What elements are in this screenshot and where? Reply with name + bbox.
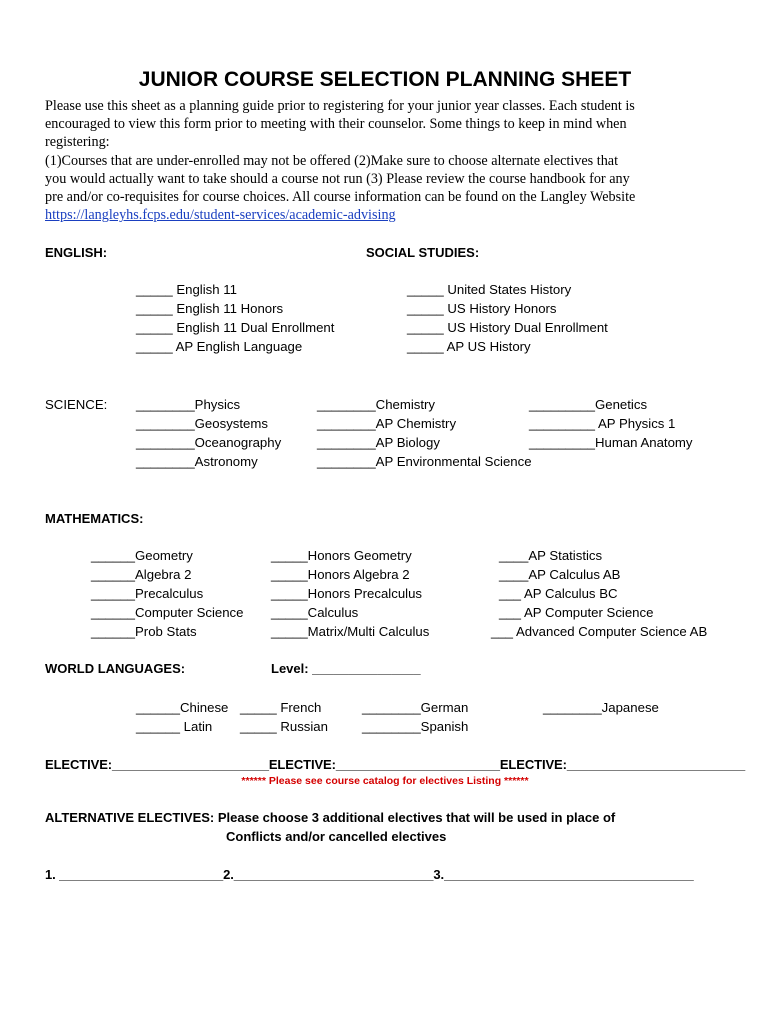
science-column-1 xyxy=(136,395,281,471)
language-option[interactable]: ______Chinese xyxy=(136,700,229,715)
intro-line: you would actually want to take should a course not run (3) Please review the course handbook for any xyxy=(45,170,630,187)
electives-note: ****** Please see course catalog for electives Listing ****** xyxy=(241,775,529,787)
english-course-option[interactable]: _____ English 11 Dual Enrollment xyxy=(136,320,335,335)
intro-line: encouraged to view this form prior to meeting with their counselor. Some things to keep in mind when xyxy=(45,116,627,133)
science-course-option[interactable]: ________AP Chemistry xyxy=(317,416,457,431)
math-course-option[interactable]: ______Computer Science xyxy=(91,605,244,620)
language-option[interactable]: _____ Russian xyxy=(240,719,328,734)
language-option[interactable]: ________Japanese xyxy=(543,700,659,715)
social-studies-course-option[interactable]: _____ US History Honors xyxy=(407,301,557,316)
language-option[interactable]: ________German xyxy=(362,700,469,715)
science-course-option[interactable]: ________Astronomy xyxy=(136,454,258,469)
math-course-option[interactable]: ______Precalculus xyxy=(91,586,204,601)
language-option[interactable]: ________Spanish xyxy=(362,719,469,734)
alternative-electives-instructions-cont: Conflicts and/or cancelled electives xyxy=(226,829,447,844)
alternative-elective-fields[interactable]: 1. _______________________2.____________________________3.___________________________________ xyxy=(45,867,694,882)
math-course-option[interactable]: _____Honors Algebra 2 xyxy=(271,567,410,582)
science-column-2 xyxy=(317,395,532,471)
social-studies-course-list xyxy=(407,280,608,356)
science-course-option[interactable]: _________Human Anatomy xyxy=(529,435,693,450)
math-column-1 xyxy=(91,546,244,641)
science-course-option[interactable]: ________Oceanography xyxy=(136,435,282,450)
math-column-3 xyxy=(491,546,707,641)
english-course-option[interactable]: _____ English 11 Honors xyxy=(136,301,284,316)
science-header: SCIENCE: xyxy=(45,397,108,412)
math-course-option[interactable]: _____Calculus xyxy=(271,605,359,620)
social-studies-course-option[interactable]: _____ AP US History xyxy=(407,339,531,354)
english-course-option[interactable]: _____ AP English Language xyxy=(136,339,303,354)
intro-paragraph xyxy=(45,97,735,224)
math-course-option[interactable]: ___ AP Computer Science xyxy=(499,605,654,620)
social-studies-header: SOCIAL STUDIES: xyxy=(366,245,480,260)
science-course-option[interactable]: ________AP Biology xyxy=(317,435,440,450)
math-course-option[interactable]: ______Geometry xyxy=(91,548,193,563)
english-header: ENGLISH: xyxy=(45,245,108,260)
english-course-option[interactable]: _____ English 11 xyxy=(136,282,237,297)
language-option[interactable]: ______ Latin xyxy=(136,719,213,734)
science-course-option[interactable]: ________Chemistry xyxy=(317,397,436,412)
language-option[interactable]: _____ French xyxy=(240,700,322,715)
social-studies-course-option[interactable]: _____ United States History xyxy=(407,282,572,297)
science-course-option[interactable]: _________ AP Physics 1 xyxy=(529,416,676,431)
intro-line: Please use this sheet as a planning guide prior to registering for your junior year classes. Each student is xyxy=(45,98,635,114)
alternative-electives-instructions: ALTERNATIVE ELECTIVES: Please choose 3 additional electives that will be used in place of xyxy=(45,810,616,825)
elective-fields[interactable]: ELECTIVE:______________________ELECTIVE:_______________________ELECTIVE:_________________________ xyxy=(45,757,746,772)
intro-line: pre and/or co-requisites for course choices. All course information can be found on the Langley Website xyxy=(45,189,636,206)
english-course-list xyxy=(136,280,334,356)
science-course-option[interactable]: ________Physics xyxy=(136,397,241,412)
math-course-option[interactable]: ___ AP Calculus BC xyxy=(499,586,618,601)
language-column-3 xyxy=(362,698,468,736)
science-column-3 xyxy=(529,395,693,452)
math-course-option[interactable]: ______Prob Stats xyxy=(91,624,197,639)
language-level-field[interactable]: Level: _______________ xyxy=(271,661,421,676)
mathematics-header: MATHEMATICS: xyxy=(45,511,144,526)
math-course-option[interactable]: ____AP Calculus AB xyxy=(499,567,621,582)
page-title: JUNIOR COURSE SELECTION PLANNING SHEET xyxy=(138,68,632,91)
intro-line: (1)Courses that are under-enrolled may not be offered (2)Make sure to choose alternate electives that xyxy=(45,152,619,169)
academic-advising-link[interactable]: https://langleyhs.fcps.edu/student-services/academic-advising xyxy=(45,207,396,224)
science-course-option[interactable]: _________Genetics xyxy=(529,397,648,412)
social-studies-course-option[interactable]: _____ US History Dual Enrollment xyxy=(407,320,608,335)
intro-line: registering: xyxy=(45,134,110,151)
science-course-option[interactable]: ________Geosystems xyxy=(136,416,268,431)
math-course-option[interactable]: _____Honors Precalculus xyxy=(271,586,423,601)
world-languages-header: WORLD LANGUAGES: xyxy=(45,661,186,676)
math-course-option[interactable]: ____AP Statistics xyxy=(499,548,603,563)
math-course-option[interactable]: _____Honors Geometry xyxy=(271,548,412,563)
language-column-2 xyxy=(240,698,328,736)
math-course-option[interactable]: _____Matrix/Multi Calculus xyxy=(271,624,430,639)
math-course-option[interactable]: ___ Advanced Computer Science AB xyxy=(491,624,708,639)
science-course-option[interactable]: ________AP Environmental Science xyxy=(317,454,532,469)
math-course-option[interactable]: ______Algebra 2 xyxy=(91,567,192,582)
language-column-4 xyxy=(543,698,659,717)
math-column-2 xyxy=(271,546,429,641)
language-column-1 xyxy=(136,698,228,736)
